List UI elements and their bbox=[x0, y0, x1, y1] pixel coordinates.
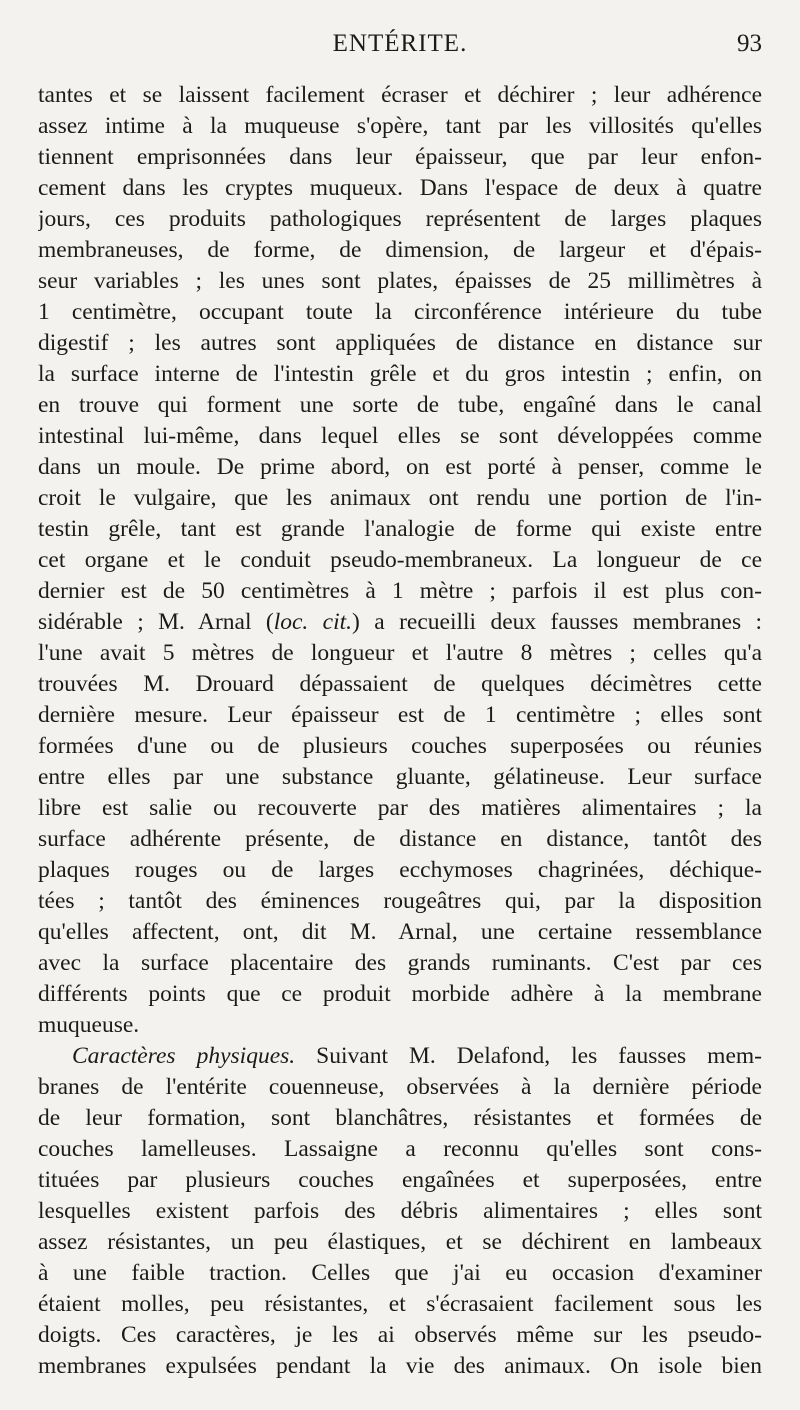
running-head bbox=[38, 26, 762, 66]
text-line: cet organe et le conduit pseudo-membraneux. La longueur de ce bbox=[38, 547, 762, 573]
text-line: libre est salie ou recouverte par des matières alimentaires ; la bbox=[38, 795, 762, 821]
body-text bbox=[38, 80, 762, 1382]
text-line: digestif ; les autres sont appliquées de distance en distance sur bbox=[38, 330, 762, 356]
text-line: de leur formation, sont blanchâtres, résistantes et formées de bbox=[38, 1105, 762, 1131]
page-number: 93 bbox=[737, 30, 762, 57]
text-line: couches lamelleuses. Lassaigne a reconnu qu'elles sont cons- bbox=[38, 1136, 762, 1162]
text-line: doigts. Ces caractères, je les ai observés même sur les pseudo- bbox=[38, 1322, 762, 1348]
text-line-rest: Suivant M. Delafond, les fausses mem- bbox=[295, 1043, 762, 1069]
text-line: différents points que ce produit morbide adhère à la membrane bbox=[38, 981, 762, 1007]
text-line: dans un moule. De prime abord, on est porté à penser, comme le bbox=[38, 454, 762, 480]
text-line: surface adhérente présente, de distance en distance, tantôt des bbox=[38, 826, 762, 852]
paragraph bbox=[38, 80, 762, 1041]
text-line: cement dans les cryptes muqueux. Dans l'espace de deux à quatre bbox=[38, 175, 762, 201]
citation-abbrev: loc. cit. bbox=[273, 609, 353, 635]
text-line: membranes expulsées pendant la vie des animaux. On isole bien bbox=[38, 1353, 762, 1379]
text-line: 1 centimètre, occupant toute la circonférence intérieure du tube bbox=[38, 299, 762, 325]
text-line: membraneuses, de forme, de dimension, de largeur et d'épais- bbox=[38, 237, 762, 263]
text-line: la surface interne de l'intestin grêle et du gros intestin ; enfin, on bbox=[38, 361, 762, 387]
text-line: dernier est de 50 centimètres à 1 mètre ; parfois il est plus con- bbox=[38, 578, 762, 604]
text-line: jours, ces produits pathologiques représentent de larges plaques bbox=[38, 206, 762, 232]
text-line: plaques rouges ou de larges ecchymoses chagrinées, déchique- bbox=[38, 857, 762, 883]
text-line: muqueuse. bbox=[38, 1012, 140, 1038]
paragraph bbox=[38, 1041, 762, 1382]
text-line: assez intime à la muqueuse s'opère, tant par les villosités qu'elles bbox=[38, 113, 762, 139]
text-line: croit le vulgaire, que les animaux ont rendu une portion de l'in- bbox=[38, 485, 762, 511]
text-line: dernière mesure. Leur épaisseur est de 1 centimètre ; elles sont bbox=[38, 702, 762, 728]
running-title: ENTÉRITE. bbox=[332, 30, 468, 57]
text-line: tantes et se laissent facilement écraser et déchirer ; leur adhérence bbox=[38, 82, 762, 108]
text-line: tées ; tantôt des éminences rougeâtres qui, par la disposition bbox=[38, 888, 762, 914]
text-line: lesquelles existent parfois des débris alimentaires ; elles sont bbox=[38, 1198, 762, 1224]
text-line: assez résistantes, un peu élastiques, et se déchirent en lambeaux bbox=[38, 1229, 762, 1255]
text-line: branes de l'entérite couenneuse, observées à la dernière période bbox=[38, 1074, 762, 1100]
text-line: intestinal lui-même, dans lequel elles se sont développées comme bbox=[38, 423, 762, 449]
section-lead-in: Caractères physiques. bbox=[72, 1043, 296, 1069]
text-line: étaient molles, peu résistantes, et s'écrasaient facilement sous les bbox=[38, 1291, 762, 1317]
text-line: tituées par plusieurs couches engaînées et superposées, entre bbox=[38, 1167, 762, 1193]
text-line: sidérable ; M. Arnal (loc. cit.) a recueilli deux fausses membranes : bbox=[38, 609, 762, 635]
text-line: testin grêle, tant est grande l'analogie de forme qui existe entre bbox=[38, 516, 762, 542]
text-line: l'une avait 5 mètres de longueur et l'autre 8 mètres ; celles qu'a bbox=[38, 640, 762, 666]
text-line: seur variables ; les unes sont plates, épaisses de 25 millimètres à bbox=[38, 268, 762, 294]
text-line: à une faible traction. Celles que j'ai eu occasion d'examiner bbox=[38, 1260, 762, 1286]
text-line: entre elles par une substance gluante, gélatineuse. Leur surface bbox=[38, 764, 762, 790]
text-line bbox=[38, 1041, 762, 1072]
text-line: avec la surface placentaire des grands ruminants. C'est par ces bbox=[38, 950, 762, 976]
text-line: trouvées M. Drouard dépassaient de quelques décimètres cette bbox=[38, 671, 762, 697]
text-line: tiennent emprisonnées dans leur épaisseur, que par leur enfon- bbox=[38, 144, 762, 170]
text-line: qu'elles affectent, ont, dit M. Arnal, une certaine ressemblance bbox=[38, 919, 762, 945]
text-line: formées d'une ou de plusieurs couches superposées ou réunies bbox=[38, 733, 762, 759]
text-line: en trouve qui forment une sorte de tube, engaîné dans le canal bbox=[38, 392, 762, 418]
